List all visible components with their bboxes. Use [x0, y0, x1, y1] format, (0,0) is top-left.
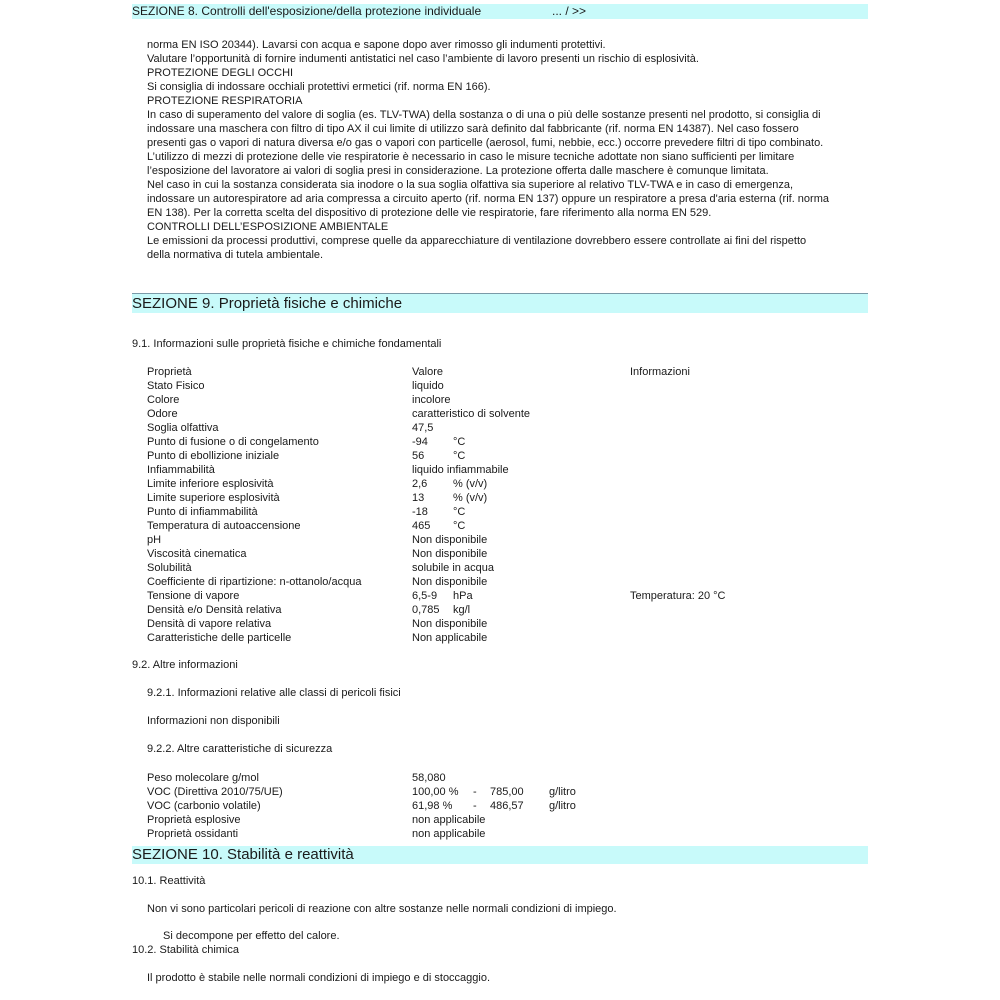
property-value: 47,5	[412, 422, 434, 434]
body-line: EN 138). Per la corretta scelta del dispositivo di protezione delle vie respiratorie, fare riferimento alla norma EN 529.	[147, 207, 712, 219]
property-value: 465	[412, 520, 431, 532]
subsection-9-2-title: 9.2. Altre informazioni	[132, 659, 238, 671]
property-value: solubile in acqua	[412, 562, 494, 574]
property-unit: hPa	[453, 590, 473, 602]
section-10-title: SEZIONE 10. Stabilità e reattività	[132, 846, 354, 863]
header-value: Valore	[412, 366, 443, 378]
body-line: indossare una maschera con filtro di tipo AX il cui limite di utilizzo sarà definito dal fabbricante (rif. norma EN 14387). Nel caso fossero	[147, 123, 799, 135]
property-value: Non disponibile	[412, 548, 488, 560]
property-name: Odore	[147, 408, 178, 420]
body-line: della normativa di tutela ambientale.	[147, 249, 324, 261]
section-8-title: SEZIONE 8. Controlli dell'esposizione/della protezione individuale	[132, 4, 482, 18]
subsection-9-2-1-title: 9.2.1. Informazioni relative alle classi di pericoli fisici	[147, 687, 401, 699]
safety-dash: -	[473, 786, 477, 798]
property-unit: % (v/v)	[453, 492, 488, 504]
property-name: Punto di infiammabilità	[147, 506, 258, 518]
property-value: 56	[412, 450, 425, 462]
safety-name: Peso molecolare g/mol	[147, 772, 259, 784]
property-name: Viscosità cinematica	[147, 548, 247, 560]
safety-value: 58,080	[412, 772, 446, 784]
safety-value: 100,00 %	[412, 786, 459, 798]
body-line: indossare un autorespiratore ad aria compressa a circuito aperto (rif. norma EN 137) oppure un respiratore a presa d'aria esterna (rif. norma	[147, 193, 829, 205]
property-name: Coefficiente di ripartizione: n-ottanolo/acqua	[147, 576, 362, 588]
safety-value: non applicabile	[412, 828, 486, 840]
property-name: Temperatura di autoaccensione	[147, 520, 301, 532]
body-line: norma EN ISO 20344). Lavarsi con acqua e sapone dopo aver rimosso gli indumenti protettivi.	[147, 39, 606, 51]
safety-value2: 785,00	[490, 786, 524, 798]
property-unit: °C	[453, 506, 466, 518]
property-value: 6,5-9	[412, 590, 438, 602]
property-name: Limite superiore esplosività	[147, 492, 280, 504]
safety-name: Proprietà ossidanti	[147, 828, 239, 840]
safety-name: VOC (carbonio volatile)	[147, 800, 261, 812]
property-name: Infiammabilità	[147, 464, 215, 476]
subsection-9-2-2-title: 9.2.2. Altre caratteristiche di sicurezza	[147, 743, 333, 755]
property-value: -18	[412, 506, 428, 518]
safety-unit: g/litro	[549, 786, 576, 798]
property-name: Densità e/o Densità relativa	[147, 604, 282, 616]
safety-value2: 486,57	[490, 800, 524, 812]
property-info: Temperatura: 20 °C	[630, 590, 726, 602]
property-name: Densità di vapore relativa	[147, 618, 272, 630]
safety-unit: g/litro	[549, 800, 576, 812]
stability-text: Il prodotto è stabile nelle normali condizioni di impiego e di stoccaggio.	[147, 972, 491, 984]
property-unit: °C	[453, 450, 466, 462]
property-value: -94	[412, 436, 428, 448]
body-line: PROTEZIONE DEGLI OCCHI	[147, 67, 294, 79]
property-unit: kg/l	[453, 604, 471, 616]
body-line: l’esposizione del lavoratore ai valori di soglia presi in considerazione. La protezione offerta dalle maschere è comunque limitata.	[147, 165, 769, 177]
header-property: Proprietà	[147, 366, 192, 378]
property-value: caratteristico di solvente	[412, 408, 530, 420]
body-line: CONTROLLI DELL’ESPOSIZIONE AMBIENTALE	[147, 221, 389, 233]
safety-dash: -	[473, 800, 477, 812]
property-value: incolore	[412, 394, 451, 406]
body-line: Si consiglia di indossare occhiali protettivi ermetici (rif. norma EN 166).	[147, 81, 491, 93]
body-line: In caso di superamento del valore di soglia (es. TLV-TWA) della sostanza o di una o più delle sostanze presenti nel prodotto, si consiglia di	[147, 109, 821, 121]
safety-value: non applicabile	[412, 814, 486, 826]
property-name: Caratteristiche delle particelle	[147, 632, 292, 644]
property-name: Solubilità	[147, 562, 192, 574]
header-info: Informazioni	[630, 366, 690, 378]
subsection-10-2-title: 10.2. Stabilità chimica	[132, 944, 239, 956]
property-unit: % (v/v)	[453, 478, 488, 490]
subsection-10-1-title: 10.1. Reattività	[132, 875, 206, 887]
property-value: liquido infiammabile	[412, 464, 509, 476]
safety-name: VOC (Direttiva 2010/75/UE)	[147, 786, 283, 798]
section-8-body	[147, 38, 852, 262]
property-value: Non disponibile	[412, 576, 488, 588]
property-name: Punto di fusione o di congelamento	[147, 436, 319, 448]
property-unit: °C	[453, 436, 466, 448]
physical-hazards-text: Informazioni non disponibili	[147, 715, 280, 727]
property-unit: °C	[453, 520, 466, 532]
property-name: pH	[147, 534, 162, 546]
body-line: PROTEZIONE RESPIRATORIA	[147, 95, 303, 107]
property-value: 13	[412, 492, 425, 504]
property-value: 0,785	[412, 604, 440, 616]
property-value: Non disponibile	[412, 534, 488, 546]
safety-name: Proprietà esplosive	[147, 814, 241, 826]
property-name: Tensione di vapore	[147, 590, 240, 602]
section-9-title: SEZIONE 9. Proprietà fisiche e chimiche	[132, 295, 403, 312]
property-name: Punto di ebollizione iniziale	[147, 450, 280, 462]
property-value: Non disponibile	[412, 618, 488, 630]
property-value: Non applicabile	[412, 632, 488, 644]
property-value: liquido	[412, 380, 444, 392]
safety-value: 61,98 %	[412, 800, 453, 812]
body-line: Nel caso in cui la sostanza considerata sia inodore o la sua soglia olfattiva sia superiore al relativo TLV-TWA e in caso di emergenza,	[147, 179, 794, 191]
body-line: L’utilizzo di mezzi di protezione delle vie respiratorie è necessario in caso le misure tecniche adottate non siano sufficienti per limitare	[147, 151, 795, 163]
property-name: Limite inferiore esplosività	[147, 478, 274, 490]
body-line: Le emissioni da processi produttivi, comprese quelle da apparecchiature di ventilazione dovrebbero essere controllate ai fini del rispetto	[147, 235, 807, 247]
decomposition-text: Si decompone per effetto del calore.	[163, 930, 340, 942]
continued-marker: ... / >>	[552, 4, 587, 18]
property-name: Soglia olfattiva	[147, 422, 219, 434]
property-value: 2,6	[412, 478, 428, 490]
property-name: Colore	[147, 394, 180, 406]
body-line: Valutare l’opportunità di fornire indumenti antistatici nel caso l’ambiente di lavoro presenti un rischio di esplosività.	[147, 53, 699, 65]
reactivity-text: Non vi sono particolari pericoli di reazione con altre sostanze nelle normali condizioni di impiego.	[147, 903, 617, 915]
property-name: Stato Fisico	[147, 380, 205, 392]
body-line: presenti gas o vapori di natura diversa e/o gas o vapori con particelle (aerosol, fumi, nebbie, ecc.) occorre prevedere filtri di tipo combinato.	[147, 137, 824, 149]
subsection-9-1-title: 9.1. Informazioni sulle proprietà fisiche e chimiche fondamentali	[132, 338, 442, 350]
